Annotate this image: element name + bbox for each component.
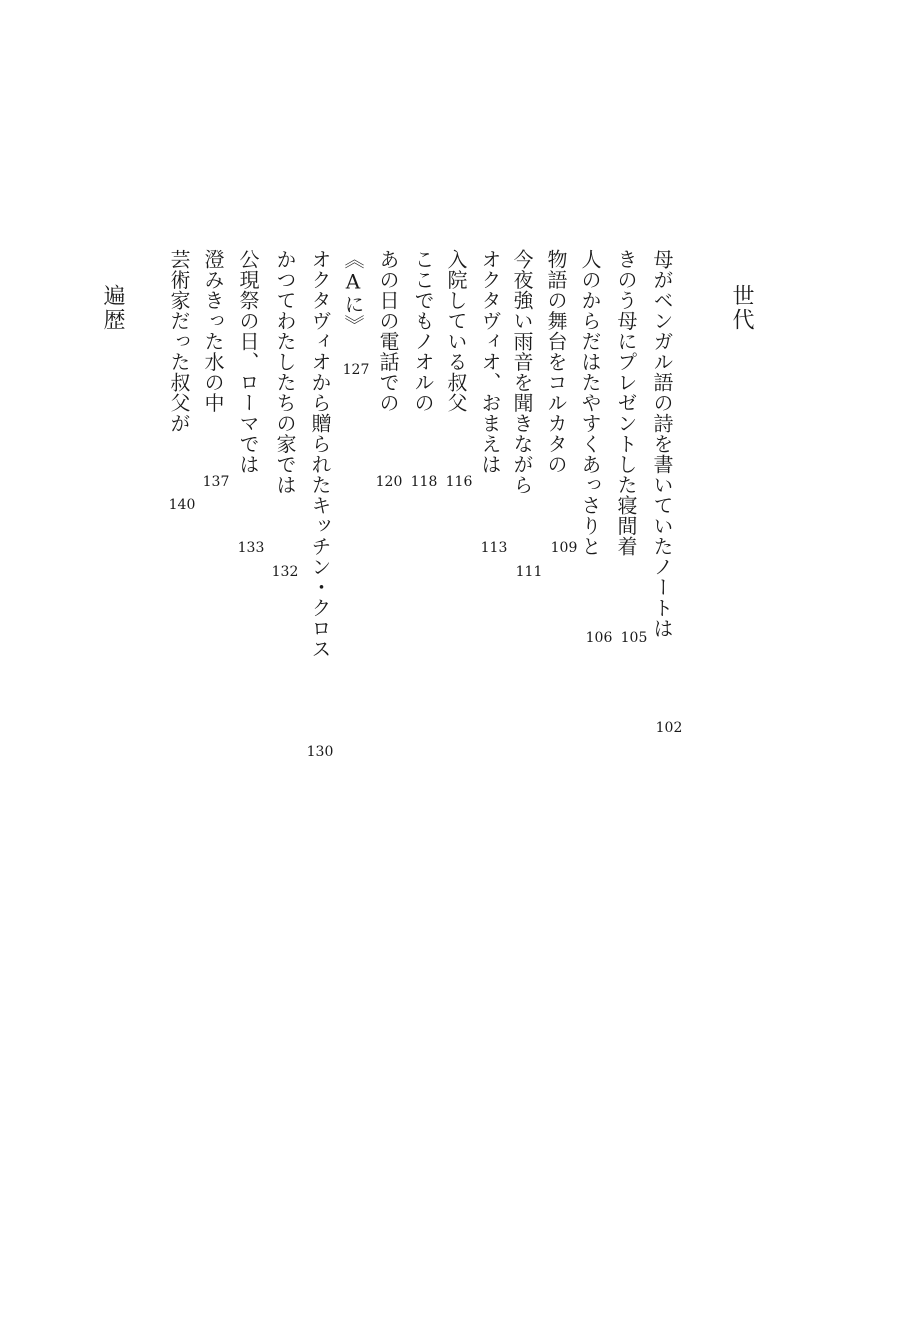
toc-entry-13-page: 133: [237, 540, 265, 556]
toc-entry-9[interactable]: あの日の電話での: [376, 249, 400, 413]
toc-entry-13[interactable]: 公現祭の日、ローマでは: [236, 249, 260, 475]
toc-entry-5[interactable]: 今夜強い雨音を聞きながら: [510, 249, 534, 495]
toc-entry-2[interactable]: きのう母にプレゼントした寝間着: [614, 249, 638, 557]
toc-entry-4-page: 109: [550, 540, 578, 556]
toc-entry-1-page: 102: [655, 720, 683, 736]
toc-entry-15-page: 140: [168, 497, 196, 513]
toc-entry-7[interactable]: 入院している叔父: [444, 249, 468, 413]
toc-entry-12[interactable]: かつてわたしたちの家では: [273, 249, 297, 495]
toc-entry-3-page: 106: [585, 630, 613, 646]
toc-entry-14-page: 137: [202, 474, 230, 490]
toc-entry-15[interactable]: 芸術家だった叔父が: [167, 249, 191, 434]
toc-entry-12-page: 132: [271, 564, 299, 580]
toc-entry-10[interactable]: 《Aに》: [341, 249, 365, 335]
toc-entry-6[interactable]: オクタヴィオ、おまえは: [478, 249, 502, 475]
toc-entry-1[interactable]: 母がベンガル語の詩を書いていたノートは: [650, 249, 674, 639]
toc-entry-7-page: 116: [445, 474, 473, 490]
toc-entry-10-page: 127: [342, 362, 370, 378]
toc-entry-3[interactable]: 人のからだはたやすくあっさりと: [578, 249, 602, 557]
toc-entry-8[interactable]: ここでもノオルの: [411, 249, 435, 413]
toc-entry-6-page: 113: [480, 540, 508, 556]
toc-entry-14[interactable]: 澄みきった水の中: [201, 249, 225, 413]
section-title-sedai: 世代: [729, 284, 754, 332]
toc-entry-5-page: 111: [515, 564, 543, 580]
section-title-henreki: 遍歴: [100, 284, 125, 332]
toc-entry-11[interactable]: オクタヴィオから贈られたキッチン・クロス: [308, 249, 332, 659]
toc-entry-4[interactable]: 物語の舞台をコルカタの: [544, 249, 568, 475]
toc-entry-11-page: 130: [306, 744, 334, 760]
toc-entry-9-page: 120: [375, 474, 403, 490]
toc-entry-8-page: 118: [410, 474, 438, 490]
toc-entry-2-page: 105: [620, 630, 648, 646]
